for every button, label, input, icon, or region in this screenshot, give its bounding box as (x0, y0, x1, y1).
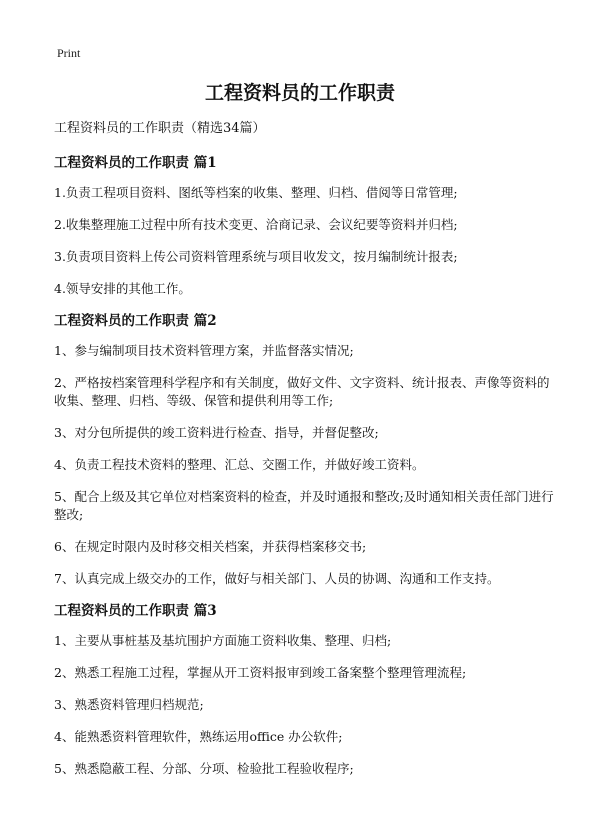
section-3 (54, 602, 554, 778)
document-subtitle: 工程资料员的工作职责（精选34篇） (54, 121, 266, 136)
list-item: 5、熟悉隐蔽工程、分部、分项、检验批工程验收程序; (54, 761, 354, 776)
list-item: 3.负责项目资料上传公司资料管理系统与项目收发文，按月编制统计报表; (54, 249, 458, 264)
list-item: 4、负责工程技术资料的整理、汇总、交圈工作，并做好竣工资料。 (54, 457, 425, 472)
print-link[interactable]: Print (57, 46, 81, 60)
section-2 (54, 312, 554, 588)
list-item: 4、能熟悉资料管理软件，熟练运用office 办公软件; (54, 729, 343, 744)
list-item: 2.收集整理施工过程中所有技术变更、洽商记录、会议纪要等资料并归档; (54, 217, 458, 232)
list-item: 1、主要从事桩基及基坑围护方面施工资料收集、整理、归档; (54, 633, 392, 648)
document-body (54, 120, 554, 792)
list-item: 1.负责工程项目资料、图纸等档案的收集、整理、归档、借阅等日常管理; (54, 185, 458, 200)
list-item: 3、熟悉资料管理归档规范; (54, 697, 204, 712)
list-item: 6、在规定时限内及时移交相关档案，并获得档案移交书; (54, 539, 367, 554)
section-heading: 工程资料员的工作职责 篇3 (54, 603, 217, 619)
list-item: 7、认真完成上级交办的工作，做好与相关部门、人员的协调、沟通和工作支持。 (54, 571, 500, 586)
list-item: 4.领导安排的其他工作。 (54, 281, 191, 296)
list-item: 2、严格按档案管理科学程序和有关制度，做好文件、文字资料、统计报表、声像等资料的收集、整理、归档、等级、保管和提供利用等工作; (54, 375, 550, 408)
list-item: 1、参与编制项目技术资料管理方案，并监督落实情况; (54, 343, 354, 358)
section-heading: 工程资料员的工作职责 篇1 (54, 155, 217, 171)
document-title: 工程资料员的工作职责 (204, 82, 395, 104)
section-heading: 工程资料员的工作职责 篇2 (54, 313, 217, 329)
list-item: 2、熟悉工程施工过程，掌握从开工资料报审到竣工备案整个整理管理流程; (54, 665, 467, 680)
list-item: 5、配合上级及其它单位对档案资料的检查，并及时通报和整改;及时通知相关责任部门进行整改; (54, 489, 554, 522)
list-item: 3、对分包所提供的竣工资料进行检查、指导，并督促整改; (54, 425, 379, 440)
section-1 (54, 154, 554, 298)
